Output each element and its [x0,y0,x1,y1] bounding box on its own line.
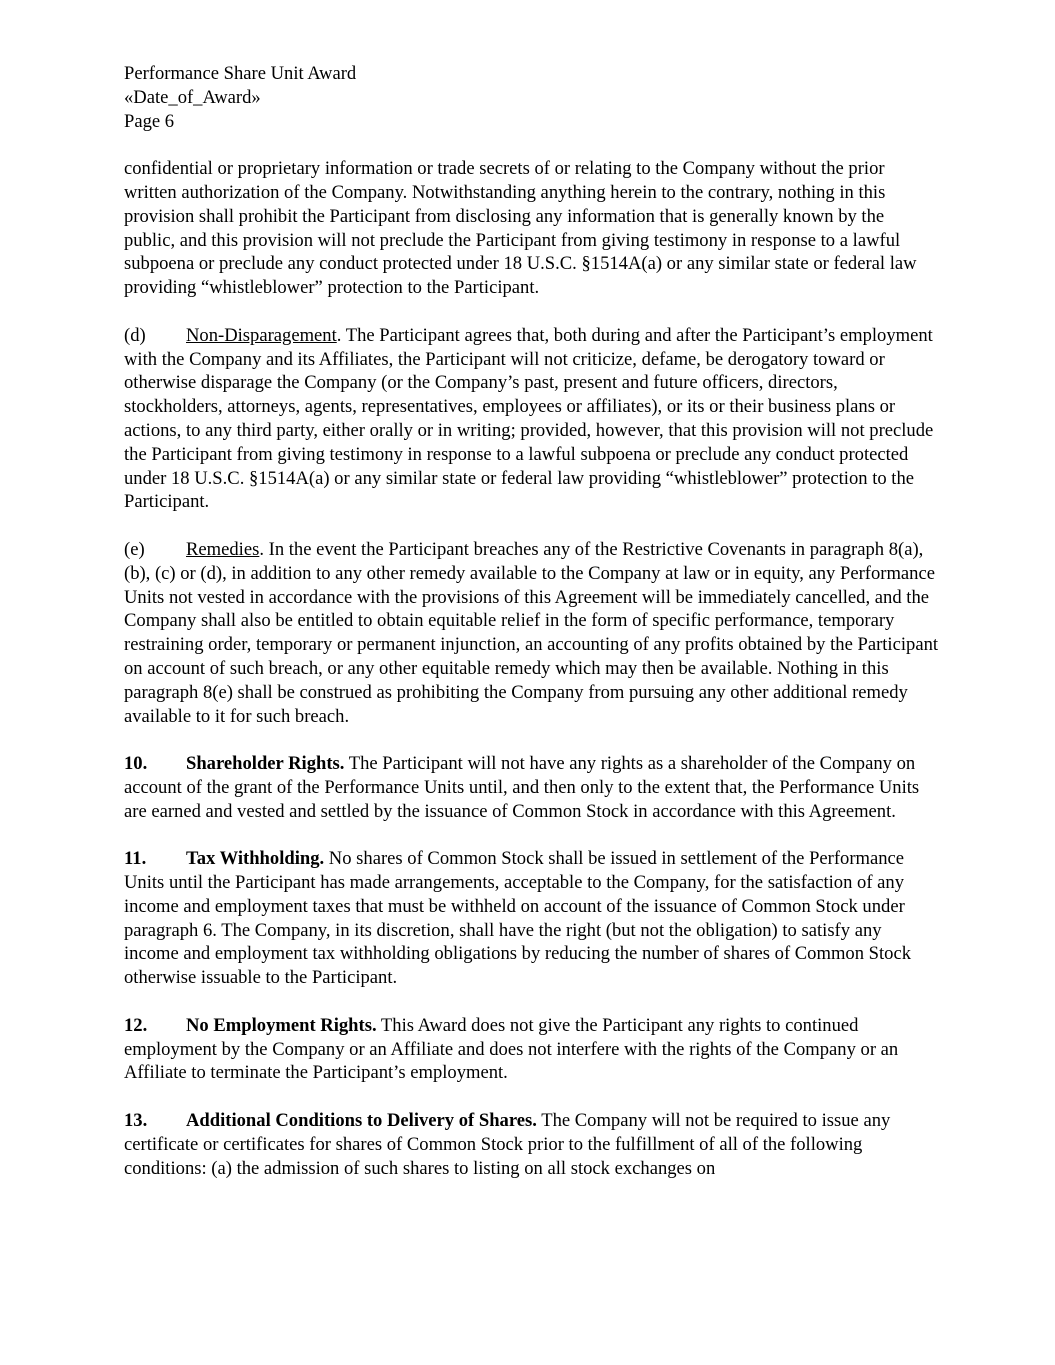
section-11-number: 11. [124,848,147,870]
section-12-number: 12. [124,1014,148,1036]
section-10-heading: Shareholder Rights. [186,753,345,775]
section-13-text: The Company will not be required to issue any certificate or certificates for shares of Common Stock prior to the fulfillment of all of the following conditions: (a) the admission of such shares to listing on all stock exchanges on [124,1110,891,1179]
section-10-text: The Participant will not have any rights as a shareholder of the Company on account of the grant of the Performance Units until, and then only to the extent that, the Performance Units are earned and vested and settled by the issuance of Common Stock in accordance with this Agreement. [124,753,920,822]
section-10-number: 10. [124,753,148,775]
section-10-shareholder-rights [124,752,939,823]
section-12-heading: No Employment Rights. [186,1014,377,1036]
paragraph-d-non-disparagement [124,324,939,514]
paragraph-d-text: . The Participant agrees that, both during and after the Participant’s employment with the Company and its Affiliates, the Participant will not criticize, defame, be derogatory toward or otherwise disparage the Company (or the Company’s past, present and future officers, directors, stockholders, attorneys, agents, representatives, employees or affiliates), or its or their business plans or actions, to any third party, either orally or in writing; provided, however, that this provision will not preclude the Participant from giving testimony in response to a lawful subpoena or preclude any conduct protected under 18 U.S.C. §1514A(a) or any similar state or federal law providing “whistleblower” protection to the Participant. [124,324,934,513]
page-number: Page 6 [124,110,175,132]
section-13-number: 13. [124,1110,148,1132]
paragraph-e-remedies [124,538,939,728]
section-12-no-employment-rights [124,1014,939,1085]
document-page [124,62,939,1204]
document-title: Performance Share Unit Award [124,63,357,84]
section-11-tax-withholding [124,847,939,990]
paragraph-d-heading: Non-Disparagement [186,324,337,346]
section-13-heading: Additional Conditions to Delivery of Shares. [186,1110,537,1132]
paragraph-e-heading: Remedies [186,538,260,560]
page-header [124,62,939,133]
award-date-field: «Date_of_Award» [124,86,261,108]
section-11-heading: Tax Withholding. [186,848,325,870]
section-11-text: No shares of Common Stock shall be issued in settlement of the Performance Units until the Participant has made arrangements, acceptable to the Company, for the satisfaction of any income and employment taxes that must be withheld on account of the issuance of Common Stock under paragraph 6. The Company, in its discretion, shall have the right (but not the obligation) to satisfy any income and employment tax withholding obligations by reducing the number of shares of Common Stock otherwise issuable to the Participant. [124,848,912,989]
continued-paragraph: confidential or proprietary information or trade secrets of or relating to the Company without the prior written authorization of the Company. Notwithstanding anything herein to the contrary, nothing in this provision shall prohibit the Participant from disclosing any information that is generally known by the public, and this provision will not preclude the Participant from giving testimony in response to a lawful subpoena or preclude any conduct protected under 18 U.S.C. §1514A(a) or any similar state or federal law providing “whistleblower” protection to the Participant. [124,158,917,299]
section-13-additional-conditions [124,1109,939,1180]
paragraph-e-label: (e) [124,538,145,560]
paragraph-d-label: (d) [124,324,146,346]
paragraph-e-text: . In the event the Participant breaches any of the Restrictive Covenants in paragraph 8(a), (b), (c) or (d), in addition to any other remedy available to the Company at law or in equity, any Performance Units not vested in accordance with the provisions of this Agreement will be immediately cancelled, and the Company shall also be entitled to obtain equitable relief in the form of specific performance, temporary restraining order, temporary or permanent injunction, an accounting of any profits obtained by the Participant on account of such breach, or any other equitable remedy which may then be available. Nothing in this paragraph 8(e) shall be construed as prohibiting the Company from pursuing any other additional remedy available to it for such breach. [124,538,939,727]
section-12-text: This Award does not give the Participant any rights to continued employment by the Company or an Affiliate and does not interfere with the rights of the Company or an Affiliate to terminate the Participant’s employment. [124,1014,899,1084]
